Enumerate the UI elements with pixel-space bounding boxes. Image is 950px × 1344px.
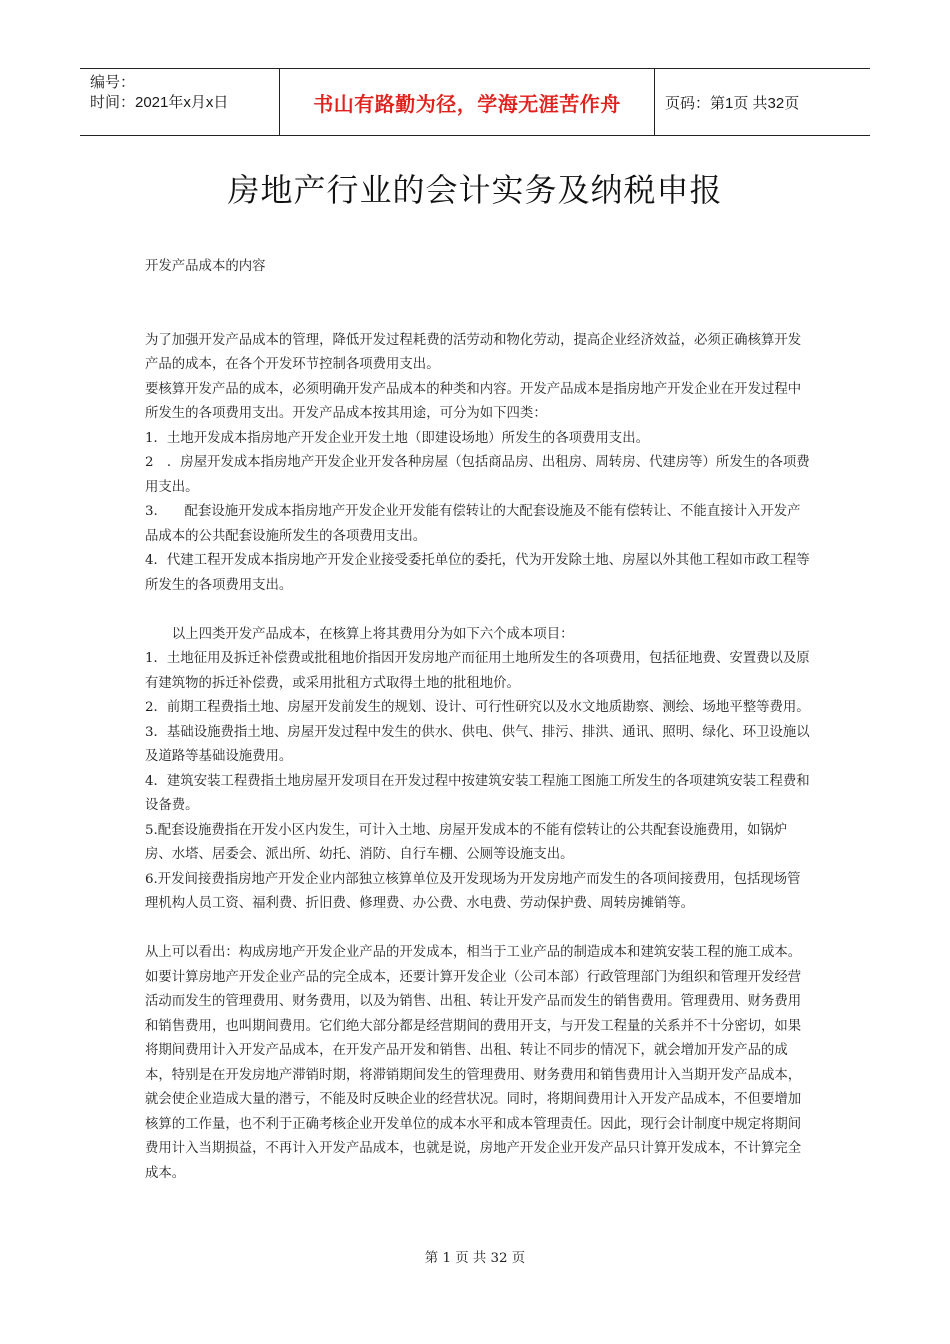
list-item: 3．基础设施费指土地、房屋开发过程中发生的供水、供电、供气、排污、排洪、通讯、照明、绿化、环卫设施以及道路等基础设施费用。 — [145, 724, 810, 764]
list-item: 5.配套设施费指在开发小区内发生，可计入土地、房屋开发成本的不能有偿转让的公共配套设施费用，如锅炉房、水塔、居委会、派出所、幼托、消防、自行车棚、公厕等设施支出。 — [145, 822, 788, 862]
header-motto: 书山有路勤为径，学海无涯苦作舟 — [313, 91, 621, 116]
page-footer: 第 1 页 共 32 页 — [424, 1251, 526, 1266]
paragraph: 4．代建工程开发成本指房地产开发企业接受委托单位的委托，代为开发除土地、房屋以外其他工程如市政工程等所发生的各项费用支出。 — [145, 553, 810, 593]
list-item: 1．土地征用及拆迁补偿费或批租地价指因开发房地产而征用土地所发生的各项费用，包括征地费、安置费以及原有建筑物的拆迁补偿费，或采用批租方式取得土地的批租地价。 — [145, 651, 810, 691]
header-table — [80, 68, 870, 136]
list-item: 4．建筑安装工程费指土地房屋开发项目在开发过程中按建筑安装工程施工图施工所发生的各项建筑安装工程费和设备费。 — [145, 773, 810, 813]
paragraph: 为了加强开发产品成本的管理，降低开发过程耗费的活劳动和物化劳动，提高企业经济效益，必须正确核算开发产品的成本，在各个开发环节控制各项费用支出。 — [145, 332, 802, 372]
items-intro: 以上四类开发产品成本，在核算上将其费用分为如下六个成本项目： — [171, 626, 574, 642]
paragraph: 1．土地开发成本指房地产开发企业开发土地（即建设场地）所发生的各项费用支出。 — [145, 430, 649, 446]
conclusion-paragraph: 从上可以看出：构成房地产开发企业产品的开发成本，相当于工业产品的制造成本和建筑安装工程的施工成本。如要计算房地产开发企业产品的完全成本，还要计算开发企业（公司本部）行政管理部门为组织和管理开发经营活动而发生的管理费用、财务费用，以及为销售、出租、转让开发产品而发生的销售费用。管理费用、财务费用和销售费用，也叫期间费用。它们绝大部分都是经营期间的费用开支，与开发工程量的关系并不十分密切，如果将期间费用计入开发产品成本，在开发产品开发和销售、出租、转让不同步的情况下，就会增加开发产品的成本，特别是在开发房地产滞销时期，将滞销期间发生的管理费用、财务费用和销售费用计入当期开发产品成本，就会使企业造成大量的潜亏，不能及时反映企业的经营状况。同时，将期间费用计入开发产品成本，不但要增加核算的工作量，也不利于正确考核企业开发单位的成本水平和成本管理责任。因此，现行会计制度中规定将期间费用计入当期损益，不再计入开发产品成本，也就是说，房地产开发企业开发产品只计算开发成本，不计算完全成本。 — [145, 945, 802, 1181]
document-body — [145, 255, 810, 1186]
paragraph: 2 ．房屋开发成本指房地产开发企业开发各种房屋（包括商品房、出租房、周转房、代建房等）所发生的各项费用支出。 — [145, 455, 810, 495]
document-title: 房地产行业的会计实务及纳税申报 — [227, 171, 723, 209]
paragraph: 3. 配套设施开发成本指房地产开发企业开发能有偿转让的大配套设施及不能有偿转让、不能直接计入开发产品成本的公共配套设施所发生的各项费用支出。 — [145, 504, 801, 544]
document-number-label: 编号： — [90, 74, 136, 91]
header-page-cell — [655, 69, 870, 135]
header-motto-cell — [280, 69, 655, 135]
header-meta-cell — [80, 69, 280, 135]
paragraph: 要核算开发产品的成本，必须明确开发产品成本的种类和内容。开发产品成本是指房地产开发企业在开发过程中所发生的各项费用支出。开发产品成本按其用途，可分为如下四类： — [145, 381, 802, 421]
section-heading: 开发产品成本的内容 — [145, 259, 266, 274]
document-date: 时间：2021年x月x日 — [90, 94, 229, 111]
header-page-info: 页码：第1页 共32页 — [665, 94, 800, 112]
list-item: 6.开发间接费指房地产开发企业内部独立核算单位及开发现场为开发房地产而发生的各项间接费用，包括现场管理机构人员工资、福利费、折旧费、修理费、办公费、水电费、劳动保护费、周转房摊销等。 — [145, 871, 801, 911]
list-item: 2．前期工程费指土地、房屋开发前发生的规划、设计、可行性研究以及水文地质勘察、测绘、场地平整等费用。 — [145, 700, 810, 715]
